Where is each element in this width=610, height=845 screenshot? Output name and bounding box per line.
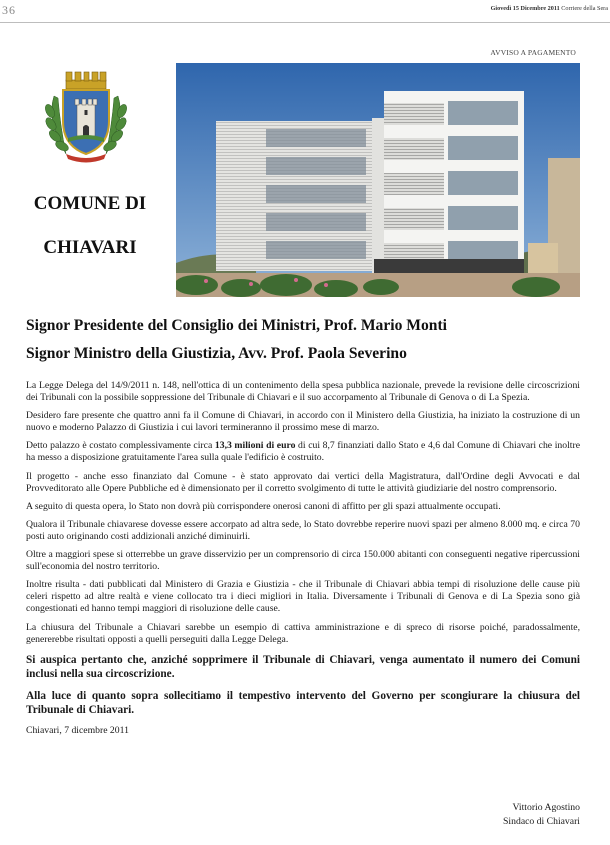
paragraph-5: A seguito di questa opera, lo Stato non dovrà più corrispondere onerosi canoni di affitto per gli spazi attualmente occupati. [26,500,501,512]
paragraph-4: Il progetto - anche esso finanziato dal Comune - è stato approvato dai vertici della Magistratura, dall'Ordine degli Avvocati e dal Provveditorato alle Opere Pubbliche ed è dimensionato per il corretto svolgimento di tutte le attività giudiziarie del nostro comprensorio. [26,470,580,494]
signatory-role: Sindaco di Chiavari [503,816,580,827]
addressee-title-1: Signor Presidente del Consiglio dei Ministri, Prof. Mario Monti [26,317,448,334]
paragraph-6: Qualora il Tribunale chiavarese dovesse essere accorpato ad altra sede, lo Stato dovrebbe reperire nuovi spazi per almeno 8.000 mq. e circa 70 posti auto originando costi addizionali anziché diminuirli. [26,518,580,542]
paragraph-3-amount: 13,3 milioni di euro [214,440,296,452]
paragraph-3 [26,440,580,464]
paragraph-1: La Legge Delega del 14/9/2011 n. 148, nell'ottica di un contenimento della spesa pubblica nazionale, prevede la revisione delle circoscrizioni dei Tribunali con la possibile soppressione del Tribunale di Chiavari e il suo accorpamento al Tribunale di Genova o di La Spezia. [26,380,580,403]
header-date: Giovedì 15 Dicembre 2011 [490,5,560,12]
paragraph-2: Desidero fare presente che quattro anni fa il Comune di Chiavari, in accordo con il Ministero della Giustizia, ha iniziato la costruzione di un nuovo e moderno Palazzo di Giustizia i cui lavori termineranno il prossimo mese di marzo. [26,410,580,434]
paragraph-3-text-a: Detto palazzo è costato complessivamente circa [26,440,215,452]
municipality-name-line2: CHIAVARI [43,237,137,258]
addressee-title-2: Signor Ministro della Giustizia, Avv. Prof. Paola Severino [26,345,407,362]
paid-notice-label: AVVISO A PAGAMENTO [490,48,576,57]
paragraph-10-appeal: Si auspica pertanto che, anziché sopprimere il Tribunale di Chiavari, venga aumentato il numero dei Comuni inclusi nella sua circoscrizione. [26,653,580,680]
header-date-line [491,5,608,12]
page-header [0,0,610,23]
paragraph-7: Oltre a maggiori spese si otterrebbe un grave disservizio per un comprensorio di circa 150.000 abitanti con conseguenti negative ripercussioni sull'economia del nostro territorio. [26,549,580,573]
header-publication: Corriere della Sera [561,5,608,12]
place-date: Chiavari, 7 dicembre 2011 [26,724,129,736]
municipality-name-line1: COMUNE DI [33,193,147,214]
coat-of-arms-icon [36,66,136,166]
page-number: 36 [2,3,16,17]
paragraph-8: Inoltre risulta - dati pubblicati dal Ministero di Grazia e Giustizia - che il Tribunale di Chiavari abbia tempi di risoluzione delle cause più celeri rispetto ad altre realtà e viene collocato tra i dieci migliori in Italia. Diversamente i Tribunali di Genova e di La Spezia sono già congestionati ed hanno tempi maggiori di risoluzione delle cause. [26,579,580,615]
signatory-name: Vittorio Agostino [512,802,580,813]
paragraph-3-text-b: di cui 8,7 finanziati dallo Stato e 4,6 dal Comune di Chiavari che inoltre ha messo a disposizione gratuitamente l'area sulla quale l'edificio è costruito. [26,440,580,464]
paragraph-9: La chiusura del Tribunale a Chiavari sarebbe un esempio di cattiva amministrazione e di spreco di risorse poiché, paradossalmente, genererebbe risultati opposti a quelli perseguiti dalla Legge Delega. [26,621,580,645]
courthouse-building-photo [176,63,580,297]
letter-body [26,380,580,743]
paragraph-11-appeal: Alla luce di quanto sopra sollecitiamo il tempestivo intervento del Governo per scongiurare la chiusura del Tribunale di Chiavari. [26,689,580,716]
